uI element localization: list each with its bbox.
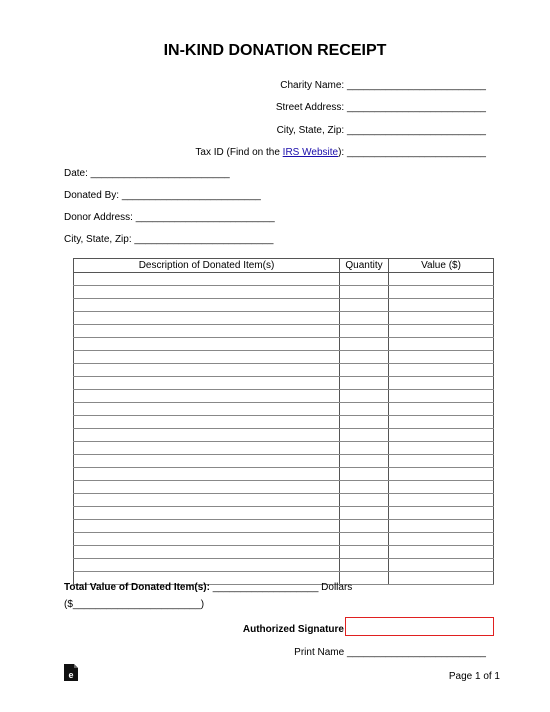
quantity-cell[interactable] xyxy=(340,455,389,468)
total-value-blank: ___________________ Dollars xyxy=(209,582,353,593)
quantity-cell[interactable] xyxy=(340,286,389,299)
quantity-cell[interactable] xyxy=(340,273,389,286)
quantity-cell[interactable] xyxy=(340,481,389,494)
quantity-cell[interactable] xyxy=(340,533,389,546)
total-value-field[interactable] xyxy=(64,582,352,593)
value-cell[interactable] xyxy=(389,299,494,312)
description-cell[interactable] xyxy=(74,312,340,325)
description-cell[interactable] xyxy=(74,494,340,507)
quantity-cell[interactable] xyxy=(340,390,389,403)
description-cell[interactable] xyxy=(74,533,340,546)
total-value-label: Total Value of Donated Item(s): xyxy=(64,582,210,593)
tax-id-suffix: ): _________________________ xyxy=(338,147,486,158)
description-cell[interactable] xyxy=(74,351,340,364)
description-cell[interactable] xyxy=(74,338,340,351)
quantity-cell[interactable] xyxy=(340,338,389,351)
value-cell[interactable] xyxy=(389,546,494,559)
authorized-signature-label: Authorized Signature xyxy=(242,624,344,635)
value-cell[interactable] xyxy=(389,338,494,351)
street-address-field[interactable]: Street Address: _________________________ xyxy=(275,102,486,113)
table-row xyxy=(74,338,494,351)
table-row xyxy=(74,351,494,364)
date-field[interactable]: Date: _________________________ xyxy=(64,168,230,179)
table-row xyxy=(74,494,494,507)
value-cell[interactable] xyxy=(389,442,494,455)
tax-id-field[interactable] xyxy=(195,147,486,158)
description-cell[interactable] xyxy=(74,429,340,442)
table-row xyxy=(74,299,494,312)
table-row xyxy=(74,364,494,377)
description-cell[interactable] xyxy=(74,403,340,416)
quantity-cell[interactable] xyxy=(340,520,389,533)
eforms-logo-icon xyxy=(64,664,78,681)
description-cell[interactable] xyxy=(74,286,340,299)
value-cell[interactable] xyxy=(389,507,494,520)
description-cell[interactable] xyxy=(74,481,340,494)
table-row xyxy=(74,481,494,494)
value-cell[interactable] xyxy=(389,468,494,481)
description-cell[interactable] xyxy=(74,442,340,455)
table-row xyxy=(74,507,494,520)
value-cell[interactable] xyxy=(389,455,494,468)
print-name-field[interactable]: Print Name _________________________ xyxy=(294,647,486,658)
value-cell[interactable] xyxy=(389,325,494,338)
description-cell[interactable] xyxy=(74,507,340,520)
table-row xyxy=(74,429,494,442)
charity-name-field[interactable]: Charity Name: _________________________ xyxy=(280,80,486,91)
irs-website-link[interactable]: IRS Website xyxy=(282,147,339,158)
description-cell[interactable] xyxy=(74,416,340,429)
charity-city-field[interactable]: City, State, Zip: _________________________ xyxy=(276,125,486,136)
donated-by-field[interactable]: Donated By: _________________________ xyxy=(64,190,261,201)
description-cell[interactable] xyxy=(74,520,340,533)
table-row xyxy=(74,416,494,429)
quantity-cell[interactable] xyxy=(340,546,389,559)
description-cell[interactable] xyxy=(74,468,340,481)
quantity-cell[interactable] xyxy=(340,494,389,507)
description-cell[interactable] xyxy=(74,364,340,377)
table-row xyxy=(74,403,494,416)
value-cell[interactable] xyxy=(389,494,494,507)
value-cell[interactable] xyxy=(389,403,494,416)
quantity-cell[interactable] xyxy=(340,312,389,325)
value-cell[interactable] xyxy=(389,286,494,299)
quantity-cell[interactable] xyxy=(340,442,389,455)
page-number: Page 1 of 1 xyxy=(448,671,500,682)
quantity-cell[interactable] xyxy=(340,429,389,442)
value-cell[interactable] xyxy=(389,273,494,286)
quantity-header: Quantity xyxy=(340,259,389,273)
value-cell[interactable] xyxy=(389,559,494,572)
table-row xyxy=(74,455,494,468)
value-cell[interactable] xyxy=(389,377,494,390)
quantity-cell[interactable] xyxy=(340,416,389,429)
table-body xyxy=(74,273,494,585)
donated-items-table xyxy=(73,258,494,585)
table-row xyxy=(74,377,494,390)
quantity-cell[interactable] xyxy=(340,468,389,481)
value-cell[interactable] xyxy=(389,429,494,442)
table-row xyxy=(74,442,494,455)
total-amount-field[interactable]: ($_______________________) xyxy=(64,599,205,610)
table-row xyxy=(74,468,494,481)
description-cell[interactable] xyxy=(74,377,340,390)
quantity-cell[interactable] xyxy=(340,507,389,520)
quantity-cell[interactable] xyxy=(340,325,389,338)
table-row xyxy=(74,559,494,572)
value-cell[interactable] xyxy=(389,520,494,533)
quantity-cell[interactable] xyxy=(340,364,389,377)
table-row xyxy=(74,533,494,546)
value-cell[interactable] xyxy=(389,390,494,403)
value-cell[interactable] xyxy=(389,533,494,546)
description-cell[interactable] xyxy=(74,559,340,572)
document-title: IN-KIND DONATION RECEIPT xyxy=(163,42,387,59)
value-cell[interactable] xyxy=(389,312,494,325)
description-cell[interactable] xyxy=(74,546,340,559)
quantity-cell[interactable] xyxy=(340,377,389,390)
table-row xyxy=(74,546,494,559)
quantity-cell[interactable] xyxy=(340,299,389,312)
value-cell[interactable] xyxy=(389,416,494,429)
quantity-cell[interactable] xyxy=(340,559,389,572)
description-cell[interactable] xyxy=(74,390,340,403)
table-row xyxy=(74,390,494,403)
description-cell[interactable] xyxy=(74,325,340,338)
table-row xyxy=(74,286,494,299)
description-header: Description of Donated Item(s) xyxy=(74,259,340,273)
signature-box[interactable] xyxy=(345,617,494,636)
quantity-cell[interactable] xyxy=(340,351,389,364)
value-cell[interactable] xyxy=(389,572,494,585)
description-cell[interactable] xyxy=(74,455,340,468)
table-row xyxy=(74,520,494,533)
value-header: Value ($) xyxy=(389,259,494,273)
donor-address-field[interactable]: Donor Address: _________________________ xyxy=(64,212,275,223)
table-row xyxy=(74,325,494,338)
description-cell[interactable] xyxy=(74,299,340,312)
table-row xyxy=(74,273,494,286)
table-row xyxy=(74,312,494,325)
value-cell[interactable] xyxy=(389,481,494,494)
value-cell[interactable] xyxy=(389,351,494,364)
table-header-row xyxy=(74,259,494,273)
quantity-cell[interactable] xyxy=(340,403,389,416)
donor-city-field[interactable]: City, State, Zip: _________________________ xyxy=(64,234,274,245)
description-cell[interactable] xyxy=(74,273,340,286)
svg-text:e: e xyxy=(68,670,74,680)
tax-id-prefix: Tax ID (Find on the xyxy=(195,147,283,158)
value-cell[interactable] xyxy=(389,364,494,377)
